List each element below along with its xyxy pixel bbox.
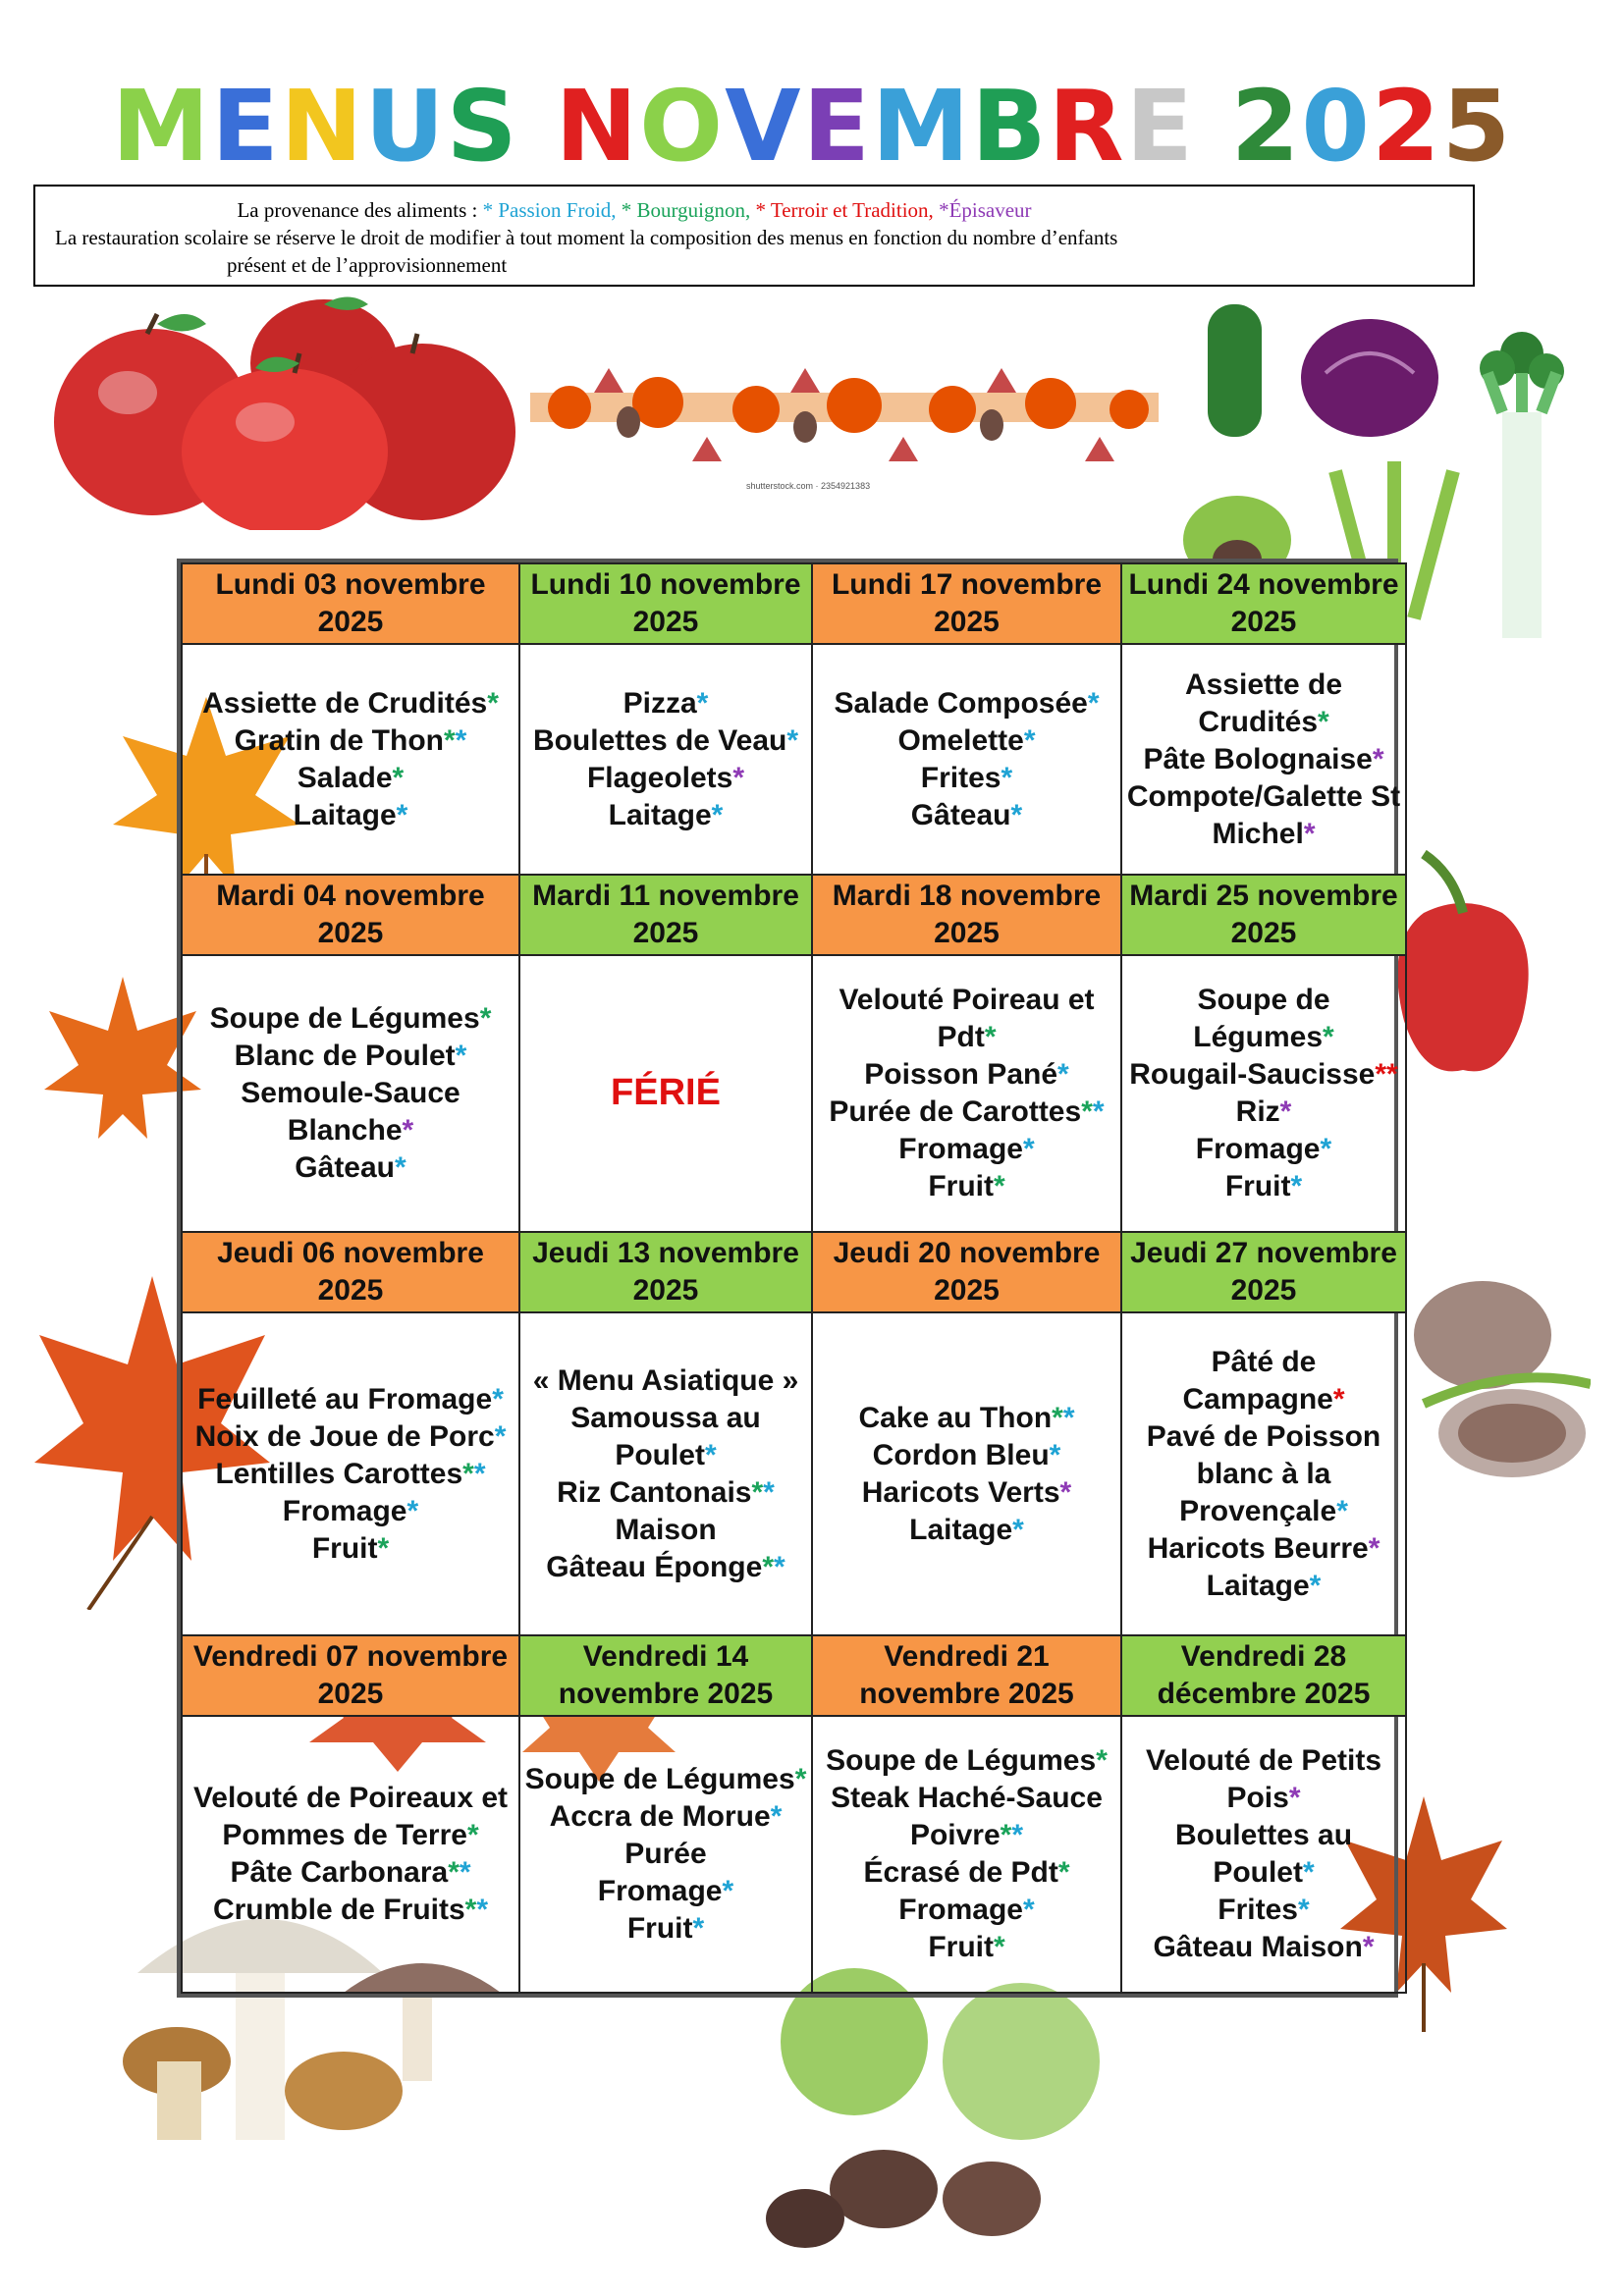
- menu-item-label: Soupe de Légumes: [524, 1762, 795, 1795]
- menu-item: [1126, 982, 1401, 1056]
- menu-item: [187, 1418, 514, 1456]
- menu-item: [187, 797, 514, 834]
- menu-item: [1126, 1892, 1401, 1929]
- provenance-marker: *: [1368, 1531, 1380, 1565]
- title-letter: M: [871, 69, 972, 184]
- title-letter: N: [280, 69, 365, 184]
- provenance-marker: *: [993, 1930, 1005, 1963]
- menu-cell: [812, 1312, 1121, 1635]
- menu-item-label: Fromage: [597, 1874, 723, 1907]
- menu-cell: [812, 1716, 1121, 1993]
- menu-item: [187, 1381, 514, 1418]
- day-header: Lundi 24 novembre 2025: [1121, 563, 1406, 644]
- day-header: Mardi 25 novembre 2025: [1121, 875, 1406, 955]
- menu-item-label: Noix de Joue de Porc: [194, 1419, 495, 1453]
- title-letter: O: [639, 69, 726, 184]
- menu-item-label: Rougail-Saucisse: [1129, 1058, 1376, 1092]
- provenance-marker: *: [466, 1818, 479, 1851]
- title-letter: [519, 69, 556, 184]
- provenance-source: * Terroir et Tradition,: [755, 198, 940, 222]
- menu-row: [182, 1312, 1406, 1635]
- menu-item-label: Pavé de Poisson blanc à la Provençale: [1146, 1419, 1381, 1527]
- menu-item-label: Fruit: [928, 1170, 994, 1203]
- menu-cell: [812, 644, 1121, 875]
- provenance-marker: *: [1010, 798, 1023, 831]
- menu-item: [817, 760, 1116, 797]
- provenance-marker: *: [794, 1762, 807, 1795]
- menu-item: [187, 1780, 514, 1854]
- menu-item: [817, 685, 1116, 722]
- watermark-text: shutterstock.com · 2354921383: [746, 481, 871, 491]
- menu-item: [187, 1000, 514, 1038]
- page-title: [0, 69, 1624, 184]
- day-header: Vendredi 28 décembre 2025: [1121, 1635, 1406, 1716]
- provenance-marker: *: [1372, 742, 1384, 775]
- menu-item-label: Flageolets: [586, 761, 733, 794]
- menu-item: [817, 1892, 1116, 1929]
- menu-item-label: Fromage: [282, 1494, 407, 1527]
- provenance-marker: *: [1057, 1058, 1069, 1092]
- provenance-marker: *: [1290, 1170, 1303, 1203]
- menu-table: [177, 559, 1401, 1998]
- menu-item: [817, 1742, 1116, 1780]
- day-header: Mardi 11 novembre 2025: [519, 875, 812, 955]
- menu-item-label: Assiette de Crudités: [1184, 667, 1343, 738]
- menu-item-label: Salade: [297, 761, 393, 794]
- menu-item-label: Frites: [920, 761, 1001, 794]
- menu-cell: [519, 644, 812, 875]
- menu-item: [1126, 1530, 1401, 1568]
- title-letter: B: [971, 69, 1049, 184]
- provenance-marker: *: [1062, 1401, 1075, 1434]
- provenance-marker: *: [476, 1893, 489, 1926]
- menu-item: [524, 760, 807, 797]
- provenance-marker: *: [1087, 686, 1100, 720]
- menu-item-label: Maison: [615, 1513, 717, 1546]
- provenance-marker: *: [1303, 817, 1316, 850]
- provenance-marker: *: [1052, 1401, 1063, 1434]
- menu-row: [182, 644, 1406, 875]
- menu-item: [187, 1149, 514, 1187]
- title-letter: [1195, 69, 1231, 184]
- title-letter: 2: [1230, 69, 1302, 184]
- title-letter: E: [211, 69, 281, 184]
- menu-item-label: Riz Cantonais: [557, 1475, 752, 1509]
- menu-item-label: Fruit: [311, 1531, 378, 1565]
- menu-item: [817, 797, 1116, 834]
- menu-item-label: Feuilleté au Fromage: [197, 1382, 493, 1415]
- menu-item-label: Gâteau: [910, 798, 1011, 831]
- provenance-source: *Épisaveur: [939, 198, 1032, 222]
- provenance-marker: *: [763, 1475, 775, 1509]
- provenance-marker: *: [479, 1002, 492, 1036]
- menu-item: [524, 1910, 807, 1948]
- menu-item-label: Laitage: [909, 1513, 1013, 1546]
- menu-item: [187, 1038, 514, 1075]
- provenance-marker: *: [770, 1799, 783, 1833]
- menu-item: [524, 1761, 807, 1798]
- provenance-marker: *: [1059, 1475, 1072, 1509]
- provenance-marker: *: [1279, 1095, 1292, 1129]
- menu-item: [1126, 1929, 1401, 1966]
- provenance-marker: *: [704, 1438, 717, 1471]
- menu-item: [817, 982, 1116, 1056]
- provenance-marker: *: [1336, 1494, 1348, 1527]
- menu-item-label: Velouté de Petits Pois: [1145, 1743, 1382, 1814]
- provenance-marker: *: [722, 1874, 734, 1907]
- info-line-disclaimer-end: présent et de l’approvisionnement: [227, 253, 508, 277]
- provenance-marker: *: [1012, 1513, 1024, 1546]
- menu-cell: [1121, 1716, 1406, 1993]
- provenance-marker: *: [455, 723, 467, 757]
- menu-cell: [812, 955, 1121, 1232]
- menu-cell: [182, 644, 519, 875]
- menu-item-label: Pâte Bolognaise: [1143, 742, 1373, 775]
- title-letter: R: [1048, 69, 1126, 184]
- menu-cell: [1121, 1312, 1406, 1635]
- provenance-marker: *: [1386, 1058, 1398, 1092]
- menu-item: [1126, 667, 1401, 741]
- provenance-marker: *: [395, 1151, 406, 1185]
- menu-item: [187, 1456, 514, 1493]
- menu-item: [817, 1780, 1116, 1854]
- menu-item: [1126, 1168, 1401, 1205]
- day-header: Jeudi 20 novembre 2025: [812, 1232, 1121, 1312]
- menu-item: [187, 1892, 514, 1929]
- menu-item-label: Cake au Thon: [858, 1401, 1053, 1434]
- holiday-label: FÉRIÉ: [611, 1071, 721, 1113]
- menu-item: [817, 1131, 1116, 1168]
- menu-item: [817, 1512, 1116, 1549]
- menu-item-label: Haricots Beurre: [1147, 1531, 1369, 1565]
- provenance-marker: *: [448, 1855, 460, 1889]
- chestnuts-image: [746, 1953, 1139, 2248]
- menu-item-label: Fromage: [898, 1133, 1023, 1166]
- provenance-marker: *: [774, 1550, 785, 1583]
- menu-item-label: Lentilles Carottes: [215, 1457, 463, 1490]
- menu-item-label: Laitage: [1206, 1569, 1310, 1602]
- menu-item: [524, 1474, 807, 1512]
- provenance-marker: *: [1011, 1818, 1024, 1851]
- provenance-marker: *: [984, 1021, 997, 1054]
- provenance-marker: *: [1318, 705, 1329, 738]
- menu-item-label: Soupe de Légumes: [826, 1743, 1097, 1777]
- title-letter: E: [802, 69, 872, 184]
- title-letter: E: [1125, 69, 1195, 184]
- title-letter: N: [555, 69, 640, 184]
- provenance-marker: *: [443, 723, 456, 757]
- day-header: Jeudi 27 novembre 2025: [1121, 1232, 1406, 1312]
- menu-item-label: Crumble de Fruits: [212, 1893, 465, 1926]
- menu-item: [187, 1530, 514, 1568]
- provenance-marker: *: [1375, 1058, 1387, 1092]
- menu-item-label: Gâteau Maison: [1153, 1930, 1363, 1963]
- provenance-marker: *: [455, 1040, 467, 1073]
- provenance-marker: *: [392, 761, 405, 794]
- provenance-source: * Bourguignon,: [621, 198, 756, 222]
- menu-item-label: Velouté de Poireaux et Pommes de Terre: [192, 1781, 509, 1851]
- menu-item: [1126, 1131, 1401, 1168]
- menu-item-label: Soupe de Légumes: [1193, 984, 1330, 1054]
- menu-item-label: Assiette de Crudités: [202, 686, 488, 720]
- menu-cell: [519, 1716, 812, 1993]
- menu-item: [817, 1094, 1116, 1131]
- menu-cell: [182, 1312, 519, 1635]
- autumn-garland-image: [530, 348, 1159, 471]
- provenance-marker: *: [1323, 1021, 1334, 1054]
- menu-item-label: Compote/Galette St Michel: [1126, 779, 1401, 850]
- title-letter: 0: [1301, 69, 1372, 184]
- provenance-marker: *: [459, 1855, 471, 1889]
- provenance-marker: *: [696, 686, 709, 720]
- provenance-label: La provenance des aliments :: [237, 198, 483, 222]
- title-letter: 5: [1441, 69, 1513, 184]
- menu-item: [1126, 1817, 1401, 1892]
- provenance-marker: *: [406, 1494, 419, 1527]
- menu-item-label: Fruit: [928, 1930, 994, 1963]
- menu-item-label: Blanc de Poulet: [234, 1040, 456, 1073]
- menu-item-label: Purée de Carottes: [829, 1095, 1082, 1129]
- menu-cell: [1121, 955, 1406, 1232]
- provenance-source: * Passion Froid,: [482, 198, 622, 222]
- menu-item: [1126, 1056, 1401, 1094]
- provenance-marker: *: [1000, 1818, 1012, 1851]
- menu-item: [1126, 1568, 1401, 1605]
- menu-item-label: Soupe de Légumes: [209, 1002, 480, 1036]
- menu-item-label: Fromage: [898, 1893, 1023, 1926]
- menu-item: [1126, 741, 1401, 778]
- day-header: Lundi 10 novembre 2025: [519, 563, 812, 644]
- provenance-marker: *: [993, 1170, 1005, 1203]
- provenance-marker: *: [1332, 1382, 1345, 1415]
- title-letter: V: [725, 69, 803, 184]
- menu-item-label: Pâté de Campagne: [1182, 1345, 1333, 1415]
- day-header: Vendredi 14 novembre 2025: [519, 1635, 812, 1716]
- menu-item-label: Fromage: [1195, 1133, 1321, 1166]
- provenance-marker: *: [1001, 761, 1013, 794]
- menu-item: [817, 1437, 1116, 1474]
- provenance-marker: *: [1302, 1855, 1315, 1889]
- menu-item: [1126, 1344, 1401, 1418]
- menu-cell: [182, 955, 519, 1232]
- provenance-marker: *: [786, 723, 799, 757]
- provenance-marker: *: [1057, 1855, 1070, 1889]
- provenance-marker: *: [711, 798, 724, 831]
- menu-item: [187, 1854, 514, 1892]
- day-header: Lundi 17 novembre 2025: [812, 563, 1121, 644]
- info-box: [33, 185, 1475, 287]
- menu-item: [524, 1512, 807, 1549]
- menu-item: [524, 1362, 807, 1400]
- title-letter: S: [446, 69, 519, 184]
- provenance-marker: *: [396, 798, 408, 831]
- provenance-marker: *: [1023, 723, 1036, 757]
- menu-item-label: Gâteau Éponge: [546, 1550, 763, 1583]
- day-header-row: [182, 875, 1406, 955]
- day-header-row: [182, 1232, 1406, 1312]
- menu-item-label: Cordon Bleu: [872, 1438, 1050, 1471]
- menu-item: [524, 1873, 807, 1910]
- menu-item-label: Laitage: [608, 798, 712, 831]
- menu-item-label: Gratin de Thon: [234, 723, 444, 757]
- menu-item: [817, 722, 1116, 760]
- menu-item-label: Gâteau: [295, 1151, 396, 1185]
- menu-item: [817, 1056, 1116, 1094]
- menu-item: [524, 685, 807, 722]
- provenance-marker: *: [732, 761, 745, 794]
- provenance-marker: *: [1049, 1438, 1061, 1471]
- menu-cell: [1121, 644, 1406, 875]
- menu-item: [817, 1854, 1116, 1892]
- provenance-marker: *: [1081, 1095, 1093, 1129]
- day-header: Jeudi 06 novembre 2025: [182, 1232, 519, 1312]
- menu-item: [187, 1493, 514, 1530]
- menu-cell: [182, 1716, 519, 1993]
- menu-item: [524, 722, 807, 760]
- provenance-marker: *: [692, 1911, 705, 1945]
- title-letter: 2: [1371, 69, 1442, 184]
- provenance-marker: *: [1096, 1743, 1108, 1777]
- menu-item-label: Semoule-Sauce Blanche: [241, 1077, 460, 1148]
- day-header: Jeudi 13 novembre 2025: [519, 1232, 812, 1312]
- menu-item: [1126, 1418, 1401, 1530]
- menu-item: [817, 1474, 1116, 1512]
- menu-item: [817, 1168, 1116, 1205]
- provenance-marker: *: [494, 1419, 507, 1453]
- provenance-marker: *: [402, 1114, 414, 1148]
- provenance-marker: *: [751, 1475, 764, 1509]
- menu-item-label: Purée: [624, 1837, 707, 1870]
- menu-item-label: Fruit: [626, 1911, 693, 1945]
- menu-row: [182, 955, 1406, 1232]
- menu-item: [524, 1836, 807, 1873]
- menu-item-label: « Menu Asiatique »: [532, 1363, 799, 1397]
- menu-cell: [519, 955, 812, 1232]
- menu-item: [1126, 778, 1401, 853]
- menu-item: [524, 797, 807, 834]
- provenance-marker: *: [1092, 1095, 1105, 1129]
- menu-item: [1126, 1094, 1401, 1131]
- provenance-marker: *: [1320, 1133, 1332, 1166]
- menu-item-label: Pâte Carbonara: [230, 1855, 449, 1889]
- day-header-row: [182, 563, 1406, 644]
- info-line-provenance: [35, 198, 1233, 223]
- menu-item: [187, 685, 514, 722]
- menu-item-label: Accra de Morue: [549, 1799, 771, 1833]
- apples-image: [49, 285, 520, 530]
- day-header: Mardi 18 novembre 2025: [812, 875, 1121, 955]
- menu-item: [817, 1400, 1116, 1437]
- menu-item-label: Laitage: [293, 798, 397, 831]
- menu-item-label: Salade Composée: [834, 686, 1088, 720]
- provenance-marker: *: [1298, 1893, 1310, 1926]
- menu-item-label: Samoussa au Poulet: [570, 1401, 761, 1471]
- provenance-marker: *: [1023, 1133, 1035, 1166]
- provenance-marker: *: [1023, 1893, 1035, 1926]
- menu-item-label: Boulettes de Veau: [532, 723, 787, 757]
- menu-cell: [519, 1312, 812, 1635]
- day-header: Vendredi 07 novembre 2025: [182, 1635, 519, 1716]
- menu-item: [524, 1400, 807, 1474]
- menu-item: [187, 722, 514, 760]
- provenance-marker: *: [462, 1457, 474, 1490]
- provenance-marker: *: [473, 1457, 486, 1490]
- provenance-marker: *: [492, 1382, 504, 1415]
- day-header: Vendredi 21 novembre 2025: [812, 1635, 1121, 1716]
- menu-item-label: Boulettes au Poulet: [1174, 1818, 1353, 1889]
- provenance-marker: *: [487, 686, 499, 720]
- menu-item-label: Riz: [1235, 1095, 1280, 1129]
- day-header: Lundi 03 novembre 2025: [182, 563, 519, 644]
- day-header: Mardi 04 novembre 2025: [182, 875, 519, 955]
- menu-item-label: Fruit: [1224, 1170, 1291, 1203]
- title-letter: U: [364, 69, 447, 184]
- menu-item-label: Omelette: [897, 723, 1024, 757]
- provenance-marker: *: [377, 1531, 390, 1565]
- menu-item-label: Pizza: [623, 686, 697, 720]
- info-line-disclaimer: La restauration scolaire se réserve le droit de modifier à tout moment la composition des menus en fonction du nombre d’enfants: [55, 226, 1118, 249]
- menu-item: [187, 1075, 514, 1149]
- menu-item-label: Velouté Poireau et Pdt: [839, 984, 1095, 1054]
- menu-item-label: Frites: [1218, 1893, 1298, 1926]
- provenance-marker: *: [762, 1550, 775, 1583]
- provenance-marker: *: [464, 1893, 477, 1926]
- menu-item: [524, 1549, 807, 1586]
- menu-item: [187, 760, 514, 797]
- provenance-marker: *: [1362, 1930, 1375, 1963]
- menu-item: [524, 1798, 807, 1836]
- menu-item-label: Poisson Pané: [864, 1058, 1058, 1092]
- menu-item: [817, 1929, 1116, 1966]
- menu-item-label: Haricots Verts: [861, 1475, 1060, 1509]
- title-letter: M: [111, 69, 212, 184]
- walnuts-image: [1394, 1276, 1591, 1492]
- day-header-row: [182, 1635, 1406, 1716]
- menu-row: [182, 1716, 1406, 1993]
- provenance-marker: *: [1309, 1569, 1322, 1602]
- menu-item-label: Écrasé de Pdt: [863, 1855, 1058, 1889]
- provenance-marker: *: [1288, 1781, 1301, 1814]
- menu-item-label: Steak Haché-Sauce Poivre: [831, 1781, 1103, 1851]
- menu-item: [1126, 1742, 1401, 1817]
